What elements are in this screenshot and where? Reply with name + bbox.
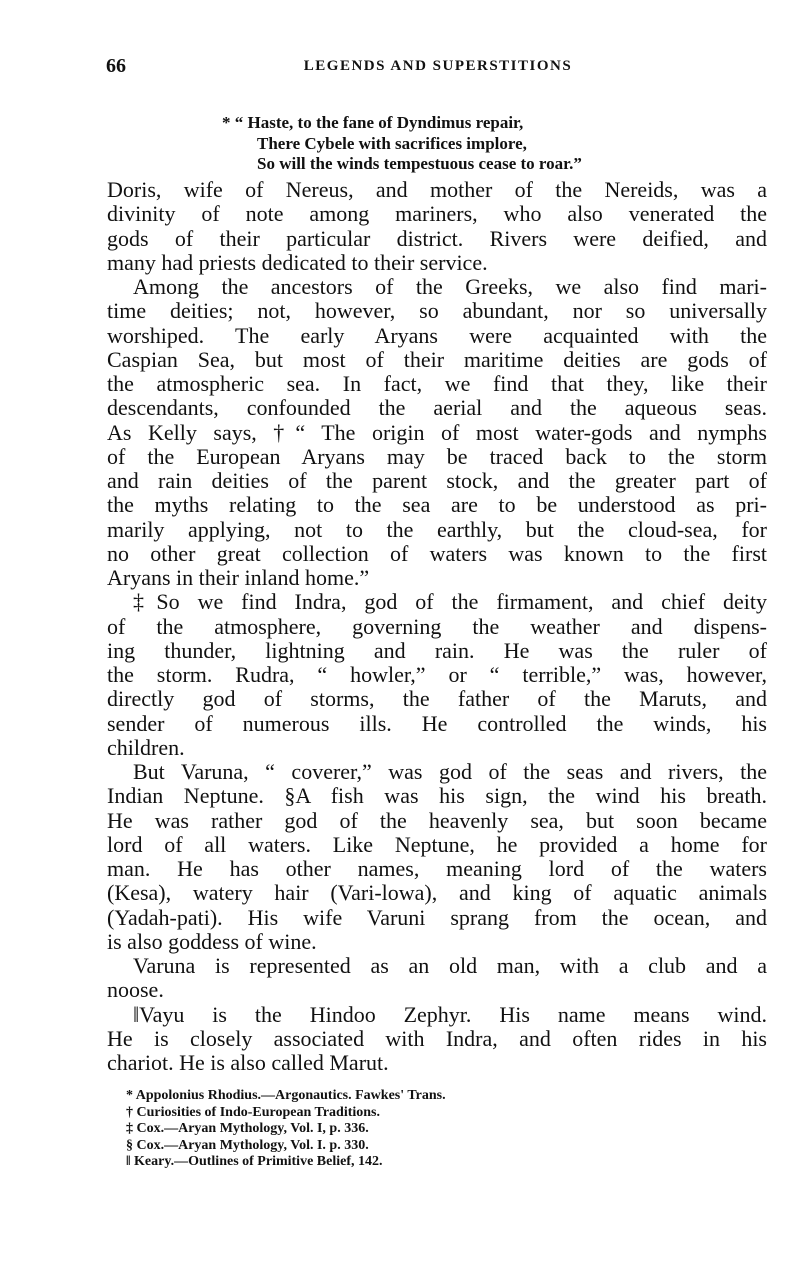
text-line: descendants, confounded the aerial and the aqueous seas.	[107, 395, 767, 421]
text-line: sender of numerous ills. He controlled the winds, his	[107, 710, 767, 736]
text-line: and rain deities of the parent stock, and the greater part of	[107, 468, 767, 493]
text-line: (Yadah-pati). His wife Varuni sprang from the ocean, and	[107, 904, 767, 930]
paragraph	[107, 178, 767, 275]
text-line: marily applying, not to the earthly, but the cloud-sea, for	[107, 516, 767, 542]
poem-quote	[222, 113, 582, 175]
text-line: the storm. Rudra, “ howler,” or “ terrible,” was, however,	[107, 662, 767, 687]
text-line: Among the ancestors of the Greeks, we also find mari-	[133, 274, 767, 299]
page-number: 66	[106, 55, 126, 77]
footnote: § Cox.—Aryan Mythology, Vol. I. p. 330.	[126, 1137, 369, 1153]
text-line: man. He has other names, meaning lord of the waters	[107, 856, 767, 881]
poem-line: So will the winds tempestuous cease to roar.”	[257, 154, 582, 173]
paragraph	[107, 760, 767, 954]
footnote: ‡ Cox.—Aryan Mythology, Vol. I, p. 336.	[126, 1121, 369, 1136]
text-line: the myths relating to the sea are to be understood as pri-	[107, 492, 767, 518]
text-line: ‖Vayu is the Hindoo Zephyr. His name means wind.	[133, 1001, 767, 1027]
paragraph	[107, 954, 767, 1003]
text-line: Aryans in their inland home.”	[107, 565, 370, 590]
text-line: divinity of note among mariners, who also venerated the	[107, 201, 767, 227]
footnote: * Appolonius Rhodius.—Argonautics. Fawkes' Trans.	[126, 1088, 446, 1103]
text-line: chariot. He is also called Marut.	[107, 1050, 389, 1075]
text-line: ing thunder, lightning and rain. He was the ruler of	[107, 637, 767, 663]
text-line: ‡So we find Indra, god of the firmament, and chief deity	[133, 589, 767, 615]
text-line: of the atmosphere, governing the weather and dispens-	[107, 613, 767, 639]
body-text	[107, 178, 767, 1075]
footnote: † Curiosities of Indo-European Traditions.	[126, 1104, 380, 1120]
text-line: gods of their particular district. Rivers were deified, and	[107, 225, 767, 251]
text-line: time deities; not, however, so abundant, nor so universally	[107, 298, 767, 324]
footnotes	[126, 1088, 446, 1171]
text-line: He is closely associated with Indra, and often rides in his	[107, 1025, 767, 1051]
paragraph	[107, 275, 767, 590]
text-line: Indian Neptune. §A fish was his sign, the wind his breath.	[107, 783, 767, 809]
poem-line: * “ Haste, to the fane of Dyndimus repair,	[222, 113, 524, 132]
text-line: But Varuna, “ coverer,” was god of the seas and rivers, the	[133, 759, 767, 784]
text-line: lord of all waters. Like Neptune, he provided a home for	[107, 831, 767, 857]
text-line: the atmospheric sea. In fact, we find that they, like their	[107, 371, 767, 396]
text-line: As Kelly says, †“ The origin of most water-gods and nymphs	[107, 419, 767, 445]
text-line: Doris, wife of Nereus, and mother of the Nereids, was a	[107, 177, 767, 202]
text-line: directly god of storms, the father of the Maruts, and	[107, 686, 767, 712]
running-title: LEGENDS AND SUPERSTITIONS	[303, 58, 573, 74]
text-line: of the European Aryans may be traced back to the storm	[107, 443, 767, 469]
text-line: no other great collection of waters was known to the first	[107, 540, 767, 566]
text-line: He was rather god of the heavenly sea, but soon became	[107, 807, 767, 833]
text-line: many had priests dedicated to their service.	[107, 249, 488, 275]
paragraph	[107, 590, 767, 760]
paragraph	[107, 1003, 767, 1076]
text-line: is also goddess of wine.	[107, 928, 317, 954]
footnote: ‖ Keary.—Outlines of Primitive Belief, 142.	[126, 1154, 383, 1169]
text-line: (Kesa), watery hair (Vari-lowa), and king of aquatic animals	[107, 880, 767, 906]
text-line: worshiped. The early Aryans were acquainted with the	[107, 322, 767, 348]
text-line: Caspian Sea, but most of their maritime deities are gods of	[107, 346, 767, 372]
text-line: Varuna is represented as an old man, with a club and a	[133, 953, 767, 978]
text-line: noose.	[107, 977, 164, 1003]
text-line: children.	[107, 734, 185, 760]
poem-line: There Cybele with sacrifices implore,	[257, 133, 527, 153]
